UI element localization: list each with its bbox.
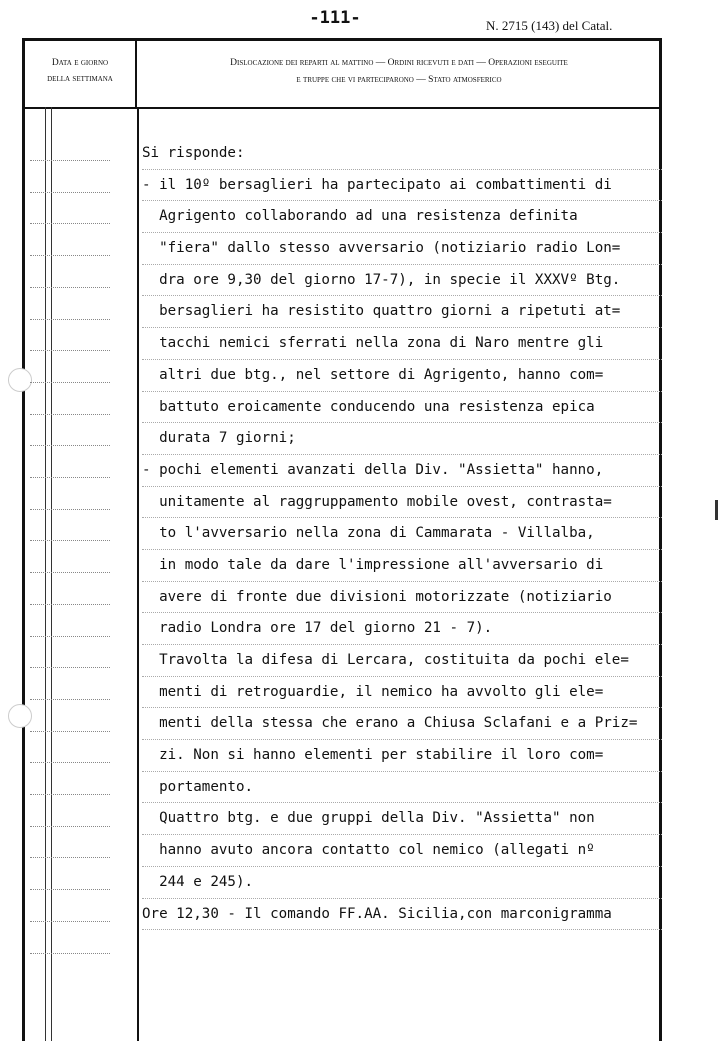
text-line: menti di retroguardie, il nemico ha avvolto gli ele= bbox=[142, 677, 662, 709]
text-line: bersaglieri ha resistito quattro giorni a ripetuti at= bbox=[142, 296, 662, 328]
date-column-rule bbox=[30, 509, 110, 510]
text-line: - pochi elementi avanzati della Div. "Assietta" hanno, bbox=[142, 455, 662, 487]
content-header-line-1: Dislocazione dei reparti al mattino — Ordini ricevuti e dati — Operazioni eseguite bbox=[230, 58, 568, 68]
date-column-rule bbox=[30, 540, 110, 541]
date-column-rule bbox=[30, 319, 110, 320]
text-line: battuto eroicamente conducendo una resistenza epica bbox=[142, 392, 662, 424]
text-line: avere di fronte due divisioni motorizzate (notiziario bbox=[142, 582, 662, 614]
date-column-rule bbox=[30, 350, 110, 351]
text-line: unitamente al raggruppamento mobile ovest, contrasta= bbox=[142, 487, 662, 519]
page-number: -111- bbox=[309, 8, 361, 28]
date-column-rule bbox=[30, 826, 110, 827]
text-line: zi. Non si hanno elementi per stabilire il loro com= bbox=[142, 740, 662, 772]
text-line: dra ore 9,30 del giorno 17-7), in specie il XXXVº Btg. bbox=[142, 265, 662, 297]
date-column-rule bbox=[30, 857, 110, 858]
date-header-line-2: della settimana bbox=[47, 74, 113, 84]
date-column-rule bbox=[30, 192, 110, 193]
date-column-rule bbox=[30, 445, 110, 446]
punch-hole-top bbox=[8, 368, 32, 392]
text-line: Agrigento collaborando ad una resistenza definita bbox=[142, 201, 662, 233]
text-line: - il 10º bersaglieri ha partecipato ai combattimenti di bbox=[142, 170, 662, 202]
text-line: portamento. bbox=[142, 772, 662, 804]
text-line: 244 e 245). bbox=[142, 867, 662, 899]
date-column-rule bbox=[30, 255, 110, 256]
content-column-header bbox=[139, 41, 659, 107]
text-line: hanno avuto ancora contatto col nemico (allegati nº bbox=[142, 835, 662, 867]
diary-body-text bbox=[142, 138, 662, 930]
text-line: radio Londra ore 17 del giorno 21 - 7). bbox=[142, 613, 662, 645]
date-column-rule bbox=[30, 762, 110, 763]
date-column-rule bbox=[30, 953, 110, 954]
date-header-line-1: Data e giorno bbox=[51, 58, 109, 68]
date-column-rule bbox=[30, 921, 110, 922]
date-column-rule bbox=[30, 636, 110, 637]
text-line: Ore 12,30 - Il comando FF.AA. Sicilia,con marconigramma bbox=[142, 899, 662, 931]
date-column-rule bbox=[30, 731, 110, 732]
ledger-header bbox=[25, 41, 659, 109]
text-line: in modo tale da dare l'impressione all'avversario di bbox=[142, 550, 662, 582]
date-column-rule bbox=[30, 604, 110, 605]
date-column-rule bbox=[30, 794, 110, 795]
date-column-rule bbox=[30, 699, 110, 700]
date-column-rule bbox=[30, 160, 110, 161]
column-divider bbox=[137, 107, 139, 1041]
date-column-rule bbox=[30, 667, 110, 668]
date-column-rule bbox=[30, 382, 110, 383]
date-column-rule bbox=[30, 477, 110, 478]
text-line: Quattro btg. e due gruppi della Div. "Assietta" non bbox=[142, 803, 662, 835]
text-line: durata 7 giorni; bbox=[142, 423, 662, 455]
text-line: "fiera" dallo stesso avversario (notiziario radio Lon= bbox=[142, 233, 662, 265]
text-line: menti della stessa che erano a Chiusa Sclafani e a Priz= bbox=[142, 708, 662, 740]
text-line: Si risponde: bbox=[142, 138, 662, 170]
catalog-reference: N. 2715 (143) del Catal. bbox=[486, 18, 613, 33]
text-line: to l'avversario nella zona di Cammarata - Villalba, bbox=[142, 518, 662, 550]
margin-rule-2 bbox=[51, 107, 52, 1041]
date-column-rule bbox=[30, 223, 110, 224]
margin-rule-1 bbox=[45, 107, 46, 1041]
margin-mark bbox=[715, 500, 718, 520]
text-line: Travolta la difesa di Lercara, costituita da pochi ele= bbox=[142, 645, 662, 677]
content-header-line-2: e truppe che vi parteciparono — Stato atmosferico bbox=[296, 75, 502, 85]
punch-hole-bottom bbox=[8, 704, 32, 728]
date-column-rule bbox=[30, 889, 110, 890]
date-column-rule bbox=[30, 414, 110, 415]
text-line: altri due btg., nel settore di Agrigento, hanno com= bbox=[142, 360, 662, 392]
date-column-rule bbox=[30, 287, 110, 288]
date-column-header bbox=[25, 41, 137, 107]
date-column-rule bbox=[30, 572, 110, 573]
text-line: tacchi nemici sferrati nella zona di Naro mentre gli bbox=[142, 328, 662, 360]
